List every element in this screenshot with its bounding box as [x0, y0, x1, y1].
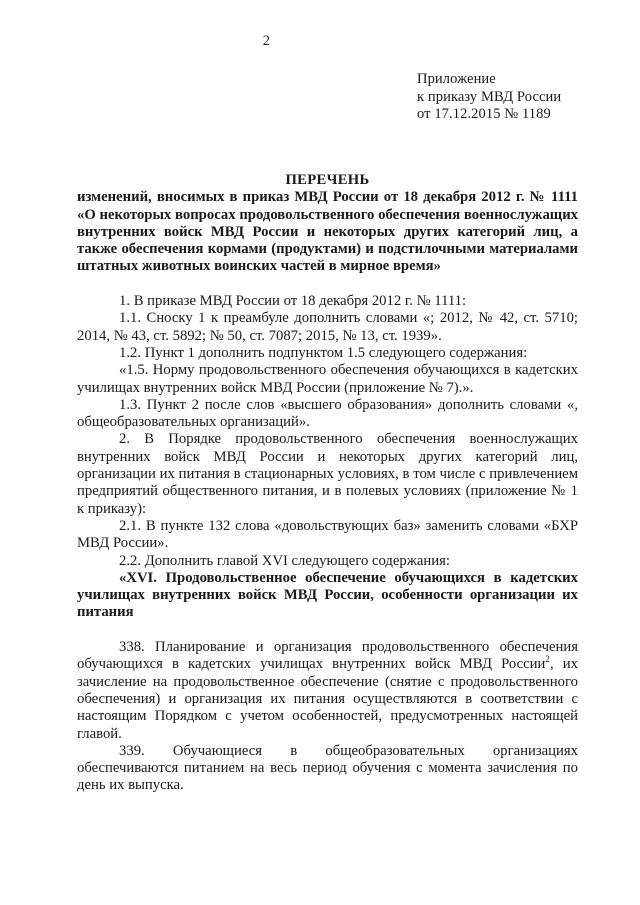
paragraph-338-text-before-footnote: 338. Планирование и организация продовольственного обеспечения обучающихся в кадетских училищах внутренних войск МВД России [77, 639, 578, 673]
paragraph-1: 1. В приказе МВД России от 18 декабря 2012 г. № 1111: [119, 293, 467, 310]
reference-line-appendix: Приложение [417, 71, 496, 87]
document-title-subtitle: изменений, вносимых в приказ МВД России от 18 декабря 2012 г. № 1111 «О некоторых вопросах продовольственного обеспечения военнослужащих внутренних войск МВД России и некоторых других категорий лиц, а также обеспечения кормами (продуктами) и подстилочными материалами штатных животных воинских частей в мирное время» [77, 189, 578, 275]
paragraph-1-2: 1.2. Пункт 1 дополнить подпунктом 1.5 следующего содержания: [119, 344, 528, 361]
footnote-reference-marker: 2 [545, 654, 550, 665]
chapter-xvi-heading: «XVI. Продовольственное обеспечение обучающихся в кадетских училищах внутренних войск МВД России, особенности организации их питания [77, 569, 578, 621]
spacer-after-chapter-heading [77, 622, 578, 639]
document-title-heading: ПЕРЕЧЕНЬ [285, 172, 370, 188]
paragraph-1-1: 1.1. Сноску 1 к преамбуле дополнить словами «; 2012, № 42, ст. 5710; 2014, № 43, ст. 5892; № 50, ст. 7087; 2015, № 13, ст. 1939». [77, 310, 578, 344]
paragraph-338 [77, 639, 578, 743]
spacer-after-title [77, 276, 578, 293]
paragraph-2: 2. В Порядке продовольственного обеспечения военнослужащих внутренних войск МВД России и некоторых других категорий лиц, организации их питания в стационарных условиях, в том числе с привлечением предприятий общественного питания, и в полевых условиях (приложение № 1 к приказу): [77, 431, 578, 517]
page-number: 2 [262, 33, 271, 49]
paragraph-2-2: 2.2. Дополнить главой XVI следующего содержания: [119, 552, 450, 569]
document-body [77, 172, 578, 795]
paragraph-339: 339. Обучающиеся в общеобразовательных организациях обеспечиваются питанием на весь период обучения с момента зачисления по день их выпуска. [77, 742, 578, 794]
paragraph-2-1: 2.1. В пункте 132 слова «довольствующих баз» заменить словами «БХР МВД России». [77, 517, 578, 552]
appendix-reference-block [417, 71, 627, 124]
reference-line-order-date-number: от 17.12.2015 № 1189 [417, 106, 551, 122]
reference-line-order-authority: к приказу МВД России [417, 88, 562, 105]
paragraph-1-3: 1.3. Пункт 2 после слов «высшего образования» дополнить словами «, общеобразовательных организаций». [77, 396, 578, 431]
paragraph-1-5-quoted-text: «1.5. Норму продовольственного обеспечения обучающихся в кадетских училищах внутренних войск МВД России (приложение № 7).». [77, 362, 578, 396]
paragraph-338-text-after-footnote: , их зачисление на продовольственное обеспечение (снятие с продовольственного обеспечения) и организация их питания осуществляются в соответствии с настоящим Порядком с учетом особенностей, предусмотренных настоящей главой. [77, 656, 578, 742]
